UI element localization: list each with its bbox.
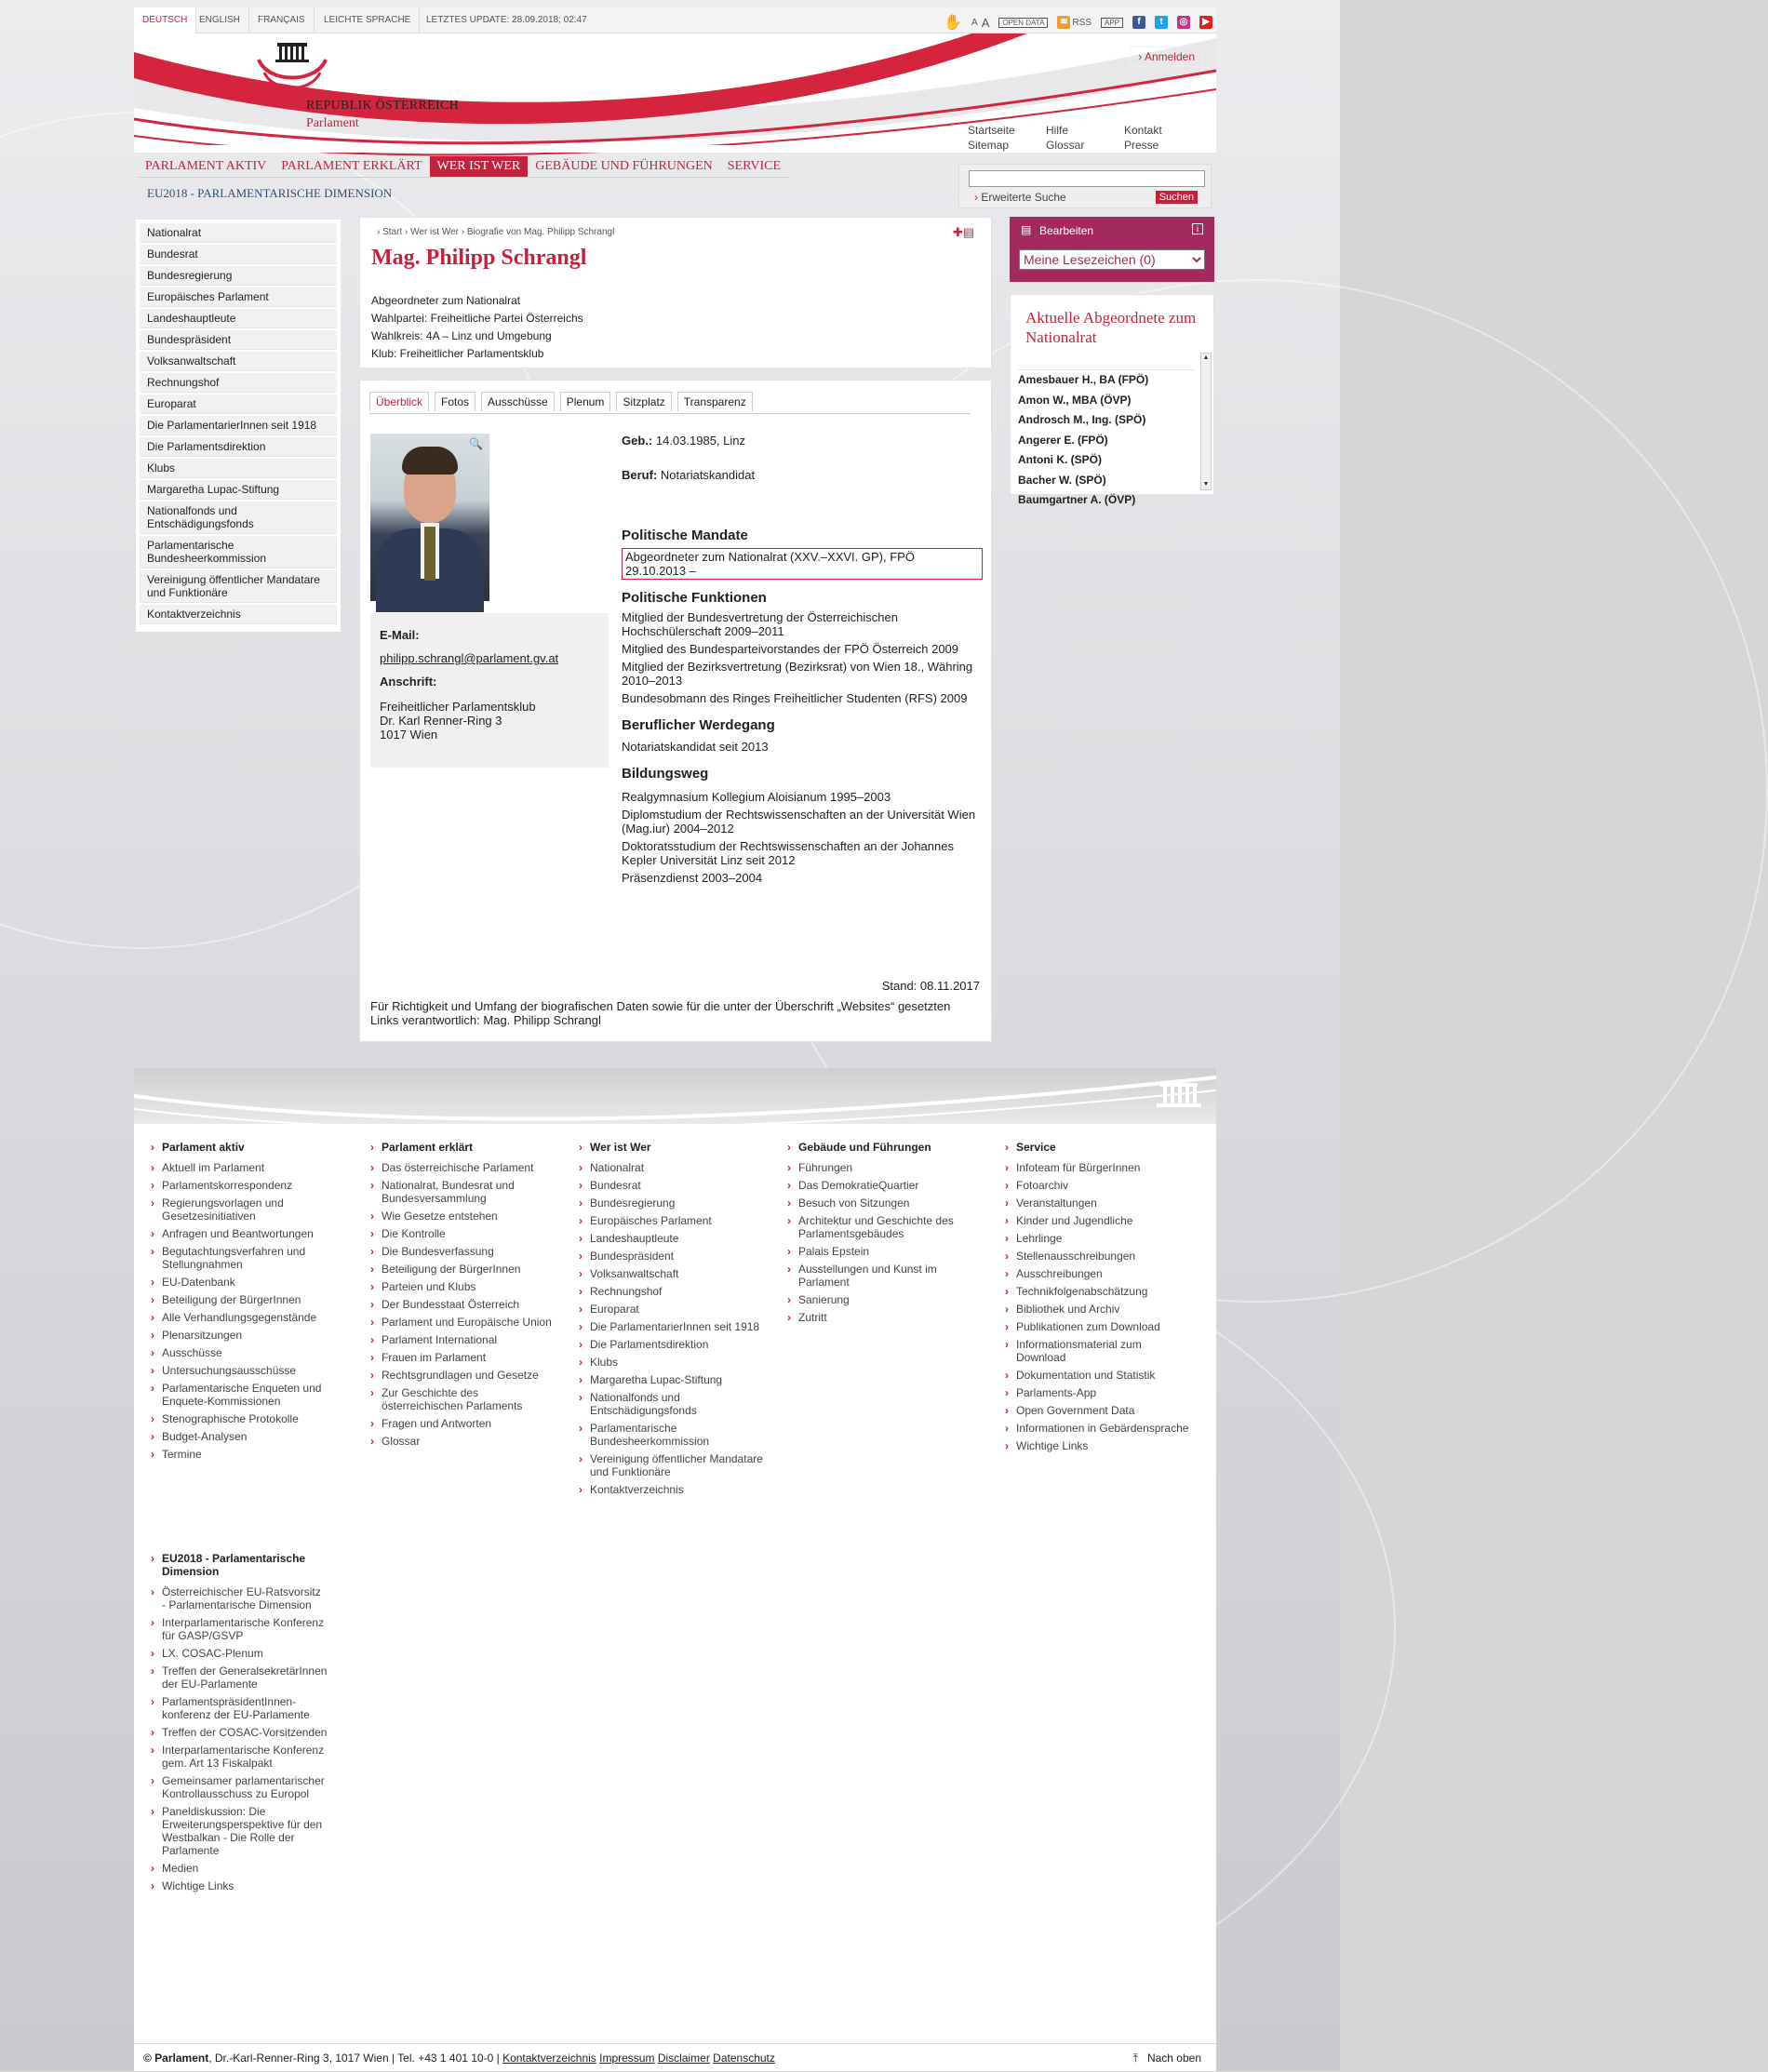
mandate-line: 29.10.2013 – [625, 564, 696, 578]
chevron-right-icon: › [461, 227, 467, 237]
footer-link[interactable]: › Landeshauptleute [579, 1232, 765, 1245]
footer-link[interactable]: › Rechtsgrundlagen und Gesetze [370, 1369, 556, 1382]
list-item: Notariatskandidat seit 2013 [622, 740, 769, 754]
abgeordnete-box [1010, 294, 1214, 506]
footer-link[interactable]: › Beteiligung der BürgerInnen [370, 1263, 556, 1276]
scroll-down-icon[interactable]: ▼ [1202, 481, 1210, 488]
tab-ueberblick[interactable]: Überblick [369, 392, 429, 411]
chevron-right-icon: › [974, 191, 982, 204]
parliament-logo-icon [255, 37, 329, 93]
funktionen-list [622, 610, 983, 705]
sidebar-item-volksanwaltschaft[interactable]: Volksanwaltschaft [140, 352, 337, 371]
address-label: Anschrift: [380, 675, 437, 688]
footer-link[interactable]: › Rechnungshof [579, 1285, 765, 1298]
quick-links [968, 124, 1199, 152]
footer-link[interactable]: › Interparlamentarische Konferenz gem. Art 13 Fiskalpakt [151, 1744, 328, 1770]
footer-link[interactable]: › Technikfolgenabschätzung [1005, 1285, 1191, 1298]
app-button[interactable]: APP [1101, 18, 1123, 28]
footer-link[interactable]: › Vereinigung öffentlicher Mandatare und Funktionäre [579, 1452, 765, 1478]
breadcrumb-wer-ist-wer[interactable]: Wer ist Wer [410, 227, 459, 237]
scroll-up-icon[interactable]: ▲ [1202, 354, 1210, 361]
chevron-right-icon: › [405, 227, 411, 237]
search-input[interactable] [969, 170, 1205, 187]
list-item: Präsenzdienst 2003–2004 [622, 871, 763, 885]
sidebar-item-bundespraesident[interactable]: Bundespräsident [140, 330, 337, 350]
footer-link[interactable]: › Lehrlinge [1005, 1232, 1191, 1245]
footer-link[interactable]: › Sanierung [787, 1293, 973, 1306]
link-hilfe[interactable]: Hilfe [1046, 124, 1069, 137]
list-item: Mitglied der Bundesvertretung der Österreichischen Hochschülerschaft 2009–2011 [622, 610, 898, 638]
list-scrollbar[interactable] [1200, 353, 1212, 490]
footer-link[interactable]: › Österreichischer EU-Ratsvorsitz - Parlamentarische Dimension [151, 1585, 328, 1611]
footer-link[interactable]: › Die ParlamentarierInnen seit 1918 [579, 1320, 765, 1333]
address-line: Dr. Karl Renner-Ring 3 [380, 714, 502, 728]
footer-link[interactable]: › Besuch von Sitzungen [787, 1196, 973, 1210]
nav-wer-ist-wer[interactable]: WER IST WER [430, 156, 529, 178]
list-item[interactable]: Bacher W. (SPÖ) [1018, 473, 1106, 487]
abgeordnete-title: Aktuelle Abgeordnete zum Nationalrat [1025, 309, 1197, 346]
bookmark-icon: ▤ [1021, 223, 1032, 236]
footer-link[interactable]: › ParlamentspräsidentInnen-konferenz der EU-Parlamente [151, 1695, 328, 1721]
footer-link[interactable]: › Nationalrat, Bundesrat und Bundesversammlung [370, 1179, 556, 1205]
footer-list [151, 1161, 337, 1461]
back-to-top-link[interactable] [1133, 2044, 1201, 2072]
sidebar-item-bundesheerkommission[interactable]: Parlamentarische Bundesheerkommission [140, 536, 337, 568]
profile-card [359, 217, 992, 368]
footer-link[interactable]: › Führungen [787, 1161, 973, 1174]
portrait-photo[interactable] [370, 434, 489, 601]
info-line: Klub: Freiheitlicher Parlamentsklub [371, 347, 544, 360]
footer-link[interactable]: › Parlament International [370, 1333, 556, 1346]
footer-link[interactable]: › Das DemokratieQuartier [787, 1179, 973, 1192]
page-title: Mag. Philipp Schrangl [371, 246, 587, 270]
footer-link[interactable]: › Informationsmaterial zum Download [1005, 1338, 1191, 1364]
footer-link[interactable]: › Plenarsitzungen [151, 1329, 337, 1342]
list-item: Mitglied der Bezirksvertretung (Bezirksrat) von Wien 18., Währing 2010–2013 [622, 660, 973, 688]
footer-link[interactable]: › Fragen und Antworten [370, 1417, 556, 1430]
footer-link[interactable]: › Budget-Analysen [151, 1430, 337, 1443]
address-line: Freiheitlicher Parlamentsklub [380, 700, 536, 714]
footer-col-gebaeude [787, 1141, 973, 1329]
footer-link[interactable]: › Infoteam für BürgerInnen [1005, 1161, 1191, 1174]
font-large-button[interactable]: A [981, 15, 990, 30]
footer-list [787, 1161, 973, 1324]
zoom-icon[interactable]: 🔍 [469, 437, 483, 450]
lang-deutsch[interactable]: DEUTSCH [134, 7, 196, 33]
footer-heading[interactable]: › Gebäude und Führungen [787, 1141, 973, 1154]
footer-link[interactable]: › Der Bundesstaat Österreich [370, 1298, 556, 1311]
nav-gebaeude-fuehrungen[interactable]: GEBÄUDE UND FÜHRUNGEN [528, 156, 720, 178]
footer-link[interactable]: › Fotoarchiv [1005, 1179, 1191, 1192]
top-bar [134, 7, 1216, 33]
footer-link[interactable]: › Klubs [579, 1356, 765, 1369]
search-box [958, 164, 1212, 208]
footer-link[interactable]: › Treffen der COSAC-Vorsitzenden [151, 1726, 328, 1739]
advanced-search-link[interactable] [974, 191, 1066, 204]
birth-row [622, 434, 983, 448]
birth-label: Geb.: [622, 434, 653, 448]
tab-ausschuesse[interactable]: Ausschüsse [481, 392, 555, 411]
footer-col-eu2018 [151, 1552, 328, 1897]
tab-bar [369, 392, 753, 411]
sidebar-item-rechnungshof[interactable]: Rechnungshof [140, 373, 337, 393]
sidebar-item-europarat[interactable]: Europarat [140, 394, 337, 414]
list-item[interactable]: Androsch M., Ing. (SPÖ) [1018, 413, 1146, 426]
footer-swoosh [134, 1068, 1216, 1124]
footer-link[interactable]: › Nationalfonds und Entschädigungsfonds [579, 1391, 765, 1417]
footer-link[interactable]: › Stenographische Protokolle [151, 1412, 337, 1425]
footer-link[interactable]: › LX. COSAC-Plenum [151, 1647, 328, 1660]
footer-link[interactable]: › Publikationen zum Download [1005, 1320, 1191, 1333]
sidebar-item-europaeisches-parlament[interactable]: Europäisches Parlament [140, 287, 337, 307]
footer-heading[interactable]: › Parlament aktiv [151, 1141, 337, 1154]
nav-eu2018[interactable]: EU2018 - PARLAMENTARISCHE DIMENSION [147, 186, 393, 200]
sidebar-item-landeshauptleute[interactable]: Landeshauptleute [140, 309, 337, 328]
link-kontakt[interactable]: Kontakt [1124, 124, 1162, 137]
footer-link[interactable]: › Alle Verhandlungsgegenstände [151, 1311, 337, 1324]
sign-language-icon[interactable]: ✋ [944, 15, 963, 31]
footer-list [370, 1161, 556, 1448]
email-label: E-Mail: [380, 628, 420, 642]
list-item[interactable]: Antoni K. (SPÖ) [1018, 453, 1102, 466]
rss-link[interactable]: RSS [1072, 17, 1092, 28]
info-line: Abgeordneter zum Nationalrat [371, 294, 521, 307]
photo-tie [424, 527, 435, 581]
tab-transparenz[interactable]: Transparenz [677, 392, 753, 411]
open-data-button[interactable]: OPEN DATA [998, 18, 1048, 28]
sidebar-item-klubs[interactable]: Klubs [140, 459, 337, 478]
link-startseite[interactable]: Startseite [968, 124, 1015, 137]
copyright: © Parlament [143, 2052, 209, 2065]
footer-link[interactable]: › Parlaments-App [1005, 1386, 1191, 1399]
bearbeiten-box [1010, 217, 1214, 282]
sidebar-item-nationalrat[interactable]: Nationalrat [140, 223, 337, 243]
rss-icon[interactable]: ≋ [1057, 16, 1070, 29]
abgeordnete-list [1018, 369, 1195, 506]
link-presse[interactable]: Presse [1124, 139, 1159, 152]
footer-link[interactable]: › Europarat [579, 1303, 765, 1316]
section-bildung-title: Bildungsweg [622, 766, 709, 782]
footer-link[interactable]: › Stellenausschreibungen [1005, 1250, 1191, 1263]
footer-link[interactable]: › Aktuell im Parlament [151, 1161, 337, 1174]
list-item: Bundesobmann des Ringes Freiheitlicher Studenten (RFS) 2009 [622, 691, 968, 705]
twitter-icon[interactable]: t [1155, 16, 1168, 29]
bearbeiten-label[interactable]: Bearbeiten [1039, 224, 1094, 237]
footer-link[interactable]: › Die Bundesverfassung [370, 1245, 556, 1258]
list-item[interactable]: Angerer E. (FPÖ) [1018, 433, 1108, 447]
tab-divider [369, 413, 971, 414]
contact-box [370, 613, 609, 768]
footer-link[interactable]: › Frauen im Parlament [370, 1351, 556, 1364]
bio-details [622, 434, 983, 889]
bottom-link-disclaimer[interactable]: Disclaimer [657, 2052, 710, 2065]
email-link[interactable]: philipp.schrangl@parlament.gv.at [380, 651, 559, 665]
footer-link[interactable]: › Zur Geschichte des österreichischen Parlaments [370, 1386, 556, 1412]
tab-fotos[interactable]: Fotos [435, 392, 475, 411]
footer-col-parlament-aktiv [151, 1141, 337, 1465]
footer-link[interactable]: › Wichtige Links [1005, 1439, 1191, 1452]
footer-link[interactable]: › Das österreichische Parlament [370, 1161, 556, 1174]
footer-link[interactable]: › Volksanwaltschaft [579, 1267, 765, 1280]
chevron-right-icon: › [1138, 50, 1145, 63]
footer-link[interactable]: › Begutachtungsverfahren und Stellungnahmen [151, 1245, 337, 1271]
footer-link[interactable]: › Palais Epstein [787, 1245, 973, 1258]
last-update: LETZTES UPDATE: 28.09.2018; 02:47 [426, 15, 587, 25]
breadcrumb-start[interactable]: Start [382, 227, 403, 237]
footer-link[interactable]: › Nationalrat [579, 1161, 765, 1174]
left-sidebar [136, 220, 341, 632]
footer-col-service [1005, 1141, 1191, 1457]
footer-link[interactable]: › Anfragen und Beantwortungen [151, 1227, 337, 1240]
list-item: Mitglied des Bundesparteivorstandes der FPÖ Österreich 2009 [622, 642, 959, 656]
bottom-bar [134, 2043, 1216, 2071]
footer-link[interactable]: › Parlament und Europäische Union [370, 1316, 556, 1329]
footer-heading[interactable]: › Service [1005, 1141, 1191, 1154]
login-button[interactable] [1130, 47, 1203, 67]
footer-link[interactable]: › Regierungsvorlagen und Gesetzesinitiativen [151, 1196, 337, 1223]
footer-link[interactable]: › Beteiligung der BürgerInnen [151, 1293, 337, 1306]
info-icon[interactable]: i [1192, 223, 1203, 234]
nav-parlament-erklaert[interactable]: PARLAMENT ERKLÄRT [274, 156, 429, 178]
footer-link[interactable]: › Interparlamentarische Konferenz für GASP/GSVP [151, 1616, 328, 1642]
sidebar-item-kontaktverzeichnis[interactable]: Kontaktverzeichnis [140, 605, 337, 624]
footer-link[interactable]: › EU-Datenbank [151, 1276, 337, 1289]
info-line: Wahlpartei: Freiheitliche Partei Österreichs [371, 312, 583, 325]
logo-title: REPUBLIK ÖSTERREICH [306, 99, 459, 113]
breadcrumb [377, 227, 614, 237]
footer-link[interactable]: › Medien [151, 1862, 328, 1875]
section-werdegang-title: Beruflicher Werdegang [622, 717, 775, 733]
footer-link[interactable]: › Gemeinsamer parlamentarischer Kontrollausschuss zu Europol [151, 1774, 328, 1800]
list-item[interactable]: Amesbauer H., BA (FPÖ) [1018, 373, 1149, 386]
bottom-link-datenschutz[interactable]: Datenschutz [713, 2052, 775, 2065]
footer-list [579, 1161, 765, 1496]
footer-link[interactable]: › Parlamentarische Bundesheerkommission [579, 1422, 765, 1448]
bottom-left [143, 2044, 775, 2072]
footer-link[interactable]: › Ausschüsse [151, 1346, 337, 1359]
instagram-icon[interactable]: ◎ [1177, 16, 1190, 29]
mandate-line: Abgeordneter zum Nationalrat (XXV.–XXVI. GP), FPÖ [625, 550, 915, 564]
footer-link[interactable]: › Treffen der GeneralsekretärInnen der EU-Parlamente [151, 1664, 328, 1691]
footer-link[interactable]: › Die Parlamentsdirektion [579, 1338, 765, 1351]
footer-link[interactable]: › Kontaktverzeichnis [579, 1483, 765, 1496]
footer-link[interactable]: › Dokumentation und Statistik [1005, 1369, 1191, 1382]
breadcrumb-current: Biografie von Mag. Philipp Schrangl [466, 227, 615, 237]
font-small-button[interactable]: A [971, 17, 978, 28]
bottom-link-impressum[interactable]: Impressum [599, 2052, 655, 2065]
back-to-top-label: Nach oben [1146, 2052, 1201, 2065]
advanced-search-label: Erweiterte Suche [981, 191, 1066, 204]
footer-link[interactable]: › Zutritt [787, 1311, 973, 1324]
footer-link[interactable]: › Wie Gesetze entstehen [370, 1210, 556, 1223]
facebook-icon[interactable]: f [1132, 16, 1145, 29]
top-tools [944, 13, 1212, 32]
job-row [622, 468, 983, 482]
nav-service[interactable]: SERVICE [720, 156, 788, 178]
footer-link[interactable]: › Bibliothek und Archiv [1005, 1303, 1191, 1316]
footer-link[interactable]: › Ausstellungen und Kunst im Parlament [787, 1263, 973, 1289]
footer-link[interactable]: › Parlamentarische Enqueten und Enquete-Kommissionen [151, 1382, 337, 1408]
stand-date: Stand: 08.11.2017 [881, 979, 980, 993]
sidebar-item-bundesregierung[interactable]: Bundesregierung [140, 266, 337, 286]
section-funktionen-title: Politische Funktionen [622, 590, 767, 606]
chevron-right-icon: › [377, 227, 383, 237]
photo-hair [402, 447, 458, 475]
footer-band [134, 1068, 1216, 1124]
footer-link[interactable]: › Open Government Data [1005, 1404, 1191, 1417]
section-mandate-title: Politische Mandate [622, 528, 748, 543]
footer-link[interactable]: › Untersuchungsausschüsse [151, 1364, 337, 1377]
link-glossar[interactable]: Glossar [1046, 139, 1085, 152]
birth-value: 14.03.1985, Linz [655, 434, 745, 448]
mandate-entry [622, 548, 983, 580]
footer-col-parlament-erklaert [370, 1141, 556, 1452]
footer-link[interactable]: › Ausschreibungen [1005, 1267, 1191, 1280]
footer-link[interactable]: › Bundesrat [579, 1179, 765, 1192]
list-item[interactable]: Baumgartner A. (ÖVP) [1018, 493, 1136, 506]
parliament-footer-icon [1151, 1077, 1207, 1115]
footer-link[interactable]: › Wichtige Links [151, 1879, 328, 1892]
sidebar-item-lupac-stiftung[interactable]: Margaretha Lupac-Stiftung [140, 480, 337, 500]
login-label: Anmelden [1144, 50, 1195, 63]
logo-subtitle: Parlament [306, 116, 359, 130]
footer-heading[interactable]: › EU2018 - Parlamentarische Dimension [151, 1552, 328, 1578]
nav-parlament-aktiv[interactable]: PARLAMENT AKTIV [138, 156, 274, 178]
footer-link[interactable]: › Termine [151, 1448, 337, 1461]
sidebar-item-parlamentarierinnen[interactable]: Die ParlamentarierInnen seit 1918 [140, 416, 337, 435]
footer-link[interactable]: › Informationen in Gebärdensprache [1005, 1422, 1191, 1435]
list-item: Diplomstudium der Rechtswissenschaften an der Universität Wien (Mag.iur) 2004–2012 [622, 808, 976, 835]
youtube-icon[interactable]: ▶ [1199, 16, 1212, 29]
footer-link[interactable]: › Bundespräsident [579, 1250, 765, 1263]
arrow-up-icon: ⤒ [1132, 2052, 1138, 2065]
lang-francais[interactable]: FRANÇAIS [249, 7, 315, 33]
list-item[interactable]: Amon W., MBA (ÖVP) [1018, 393, 1132, 407]
bio-card [359, 380, 992, 1042]
sidebar-item-vereinigung[interactable]: Vereinigung öffentlicher Mandatare und Funktionäre [140, 570, 337, 603]
footer-link[interactable]: › Glossar [370, 1435, 556, 1448]
footer-link[interactable]: › Bundesregierung [579, 1196, 765, 1210]
lesezeichen-select[interactable] [1019, 249, 1205, 270]
address-line: 1017 Wien [380, 728, 438, 742]
search-button[interactable]: Suchen [1156, 191, 1198, 204]
footer-list [151, 1585, 328, 1892]
disclaimer: Für Richtigkeit und Umfang der biografischen Daten sowie für die unter der Überschrift „Websites“ gesetzten Links verantwortlich: Mag. Philipp Schrangl [370, 999, 951, 1027]
lang-english[interactable]: ENGLISH [191, 7, 249, 33]
footer-list [1005, 1161, 1191, 1452]
lang-leichte-sprache[interactable]: LEICHTE SPRACHE [315, 7, 420, 33]
footer-link[interactable]: › Kinder und Jugendliche [1005, 1214, 1191, 1227]
footer-link[interactable]: › Die Kontrolle [370, 1227, 556, 1240]
info-line: Wahlkreis: 4A – Linz und Umgebung [371, 329, 552, 342]
main-nav [138, 156, 788, 178]
footer-link[interactable]: › Architektur und Geschichte des Parlamentsgebäudes [787, 1214, 973, 1240]
list-item: Doktoratsstudium der Rechtswissenschaften an der Johannes Kepler Universität Linz seit 2012 [622, 839, 954, 867]
job-label: Beruf: [622, 468, 658, 482]
bottom-link-kontakt[interactable]: Kontaktverzeichnis [502, 2052, 596, 2065]
sidebar-item-parlamentsdirektion[interactable]: Die Parlamentsdirektion [140, 437, 337, 457]
footer [134, 1068, 1216, 2043]
footer-heading[interactable]: › Parlament erklärt [370, 1141, 556, 1154]
list-item: Realgymnasium Kollegium Aloisianum 1995–2003 [622, 790, 891, 804]
link-sitemap[interactable]: Sitemap [968, 139, 1010, 152]
sidebar-item-bundesrat[interactable]: Bundesrat [140, 245, 337, 264]
profile-info [371, 292, 583, 363]
job-value: Notariatskandidat [660, 468, 756, 482]
bookmark-icon[interactable]: ✚▤ [952, 225, 974, 239]
address [380, 700, 599, 742]
sidebar-item-nationalfonds[interactable]: Nationalfonds und Entschädigungsfonds [140, 501, 337, 534]
bildung-list [622, 790, 983, 885]
footer-link[interactable]: › Parlamentskorrespondenz [151, 1179, 337, 1192]
footer-link[interactable]: › Parteien und Klubs [370, 1280, 556, 1293]
footer-heading[interactable]: › Wer ist Wer [579, 1141, 765, 1154]
bottom-address: , Dr.-Karl-Renner-Ring 3, 1017 Wien | Tel. +43 1 401 10-0 | [208, 2052, 500, 2065]
footer-link[interactable]: › Margaretha Lupac-Stiftung [579, 1373, 765, 1386]
footer-link[interactable]: › Europäisches Parlament [579, 1214, 765, 1227]
footer-link[interactable]: › Veranstaltungen [1005, 1196, 1191, 1210]
tab-plenum[interactable]: Plenum [560, 392, 611, 411]
footer-col-wer-ist-wer [579, 1141, 765, 1501]
footer-link[interactable]: › Paneldiskussion: Die Erweiterungsperspektive für den Westbalkan - Die Rolle der Parlamente [151, 1805, 328, 1857]
tab-sitzplatz[interactable]: Sitzplatz [616, 392, 671, 411]
